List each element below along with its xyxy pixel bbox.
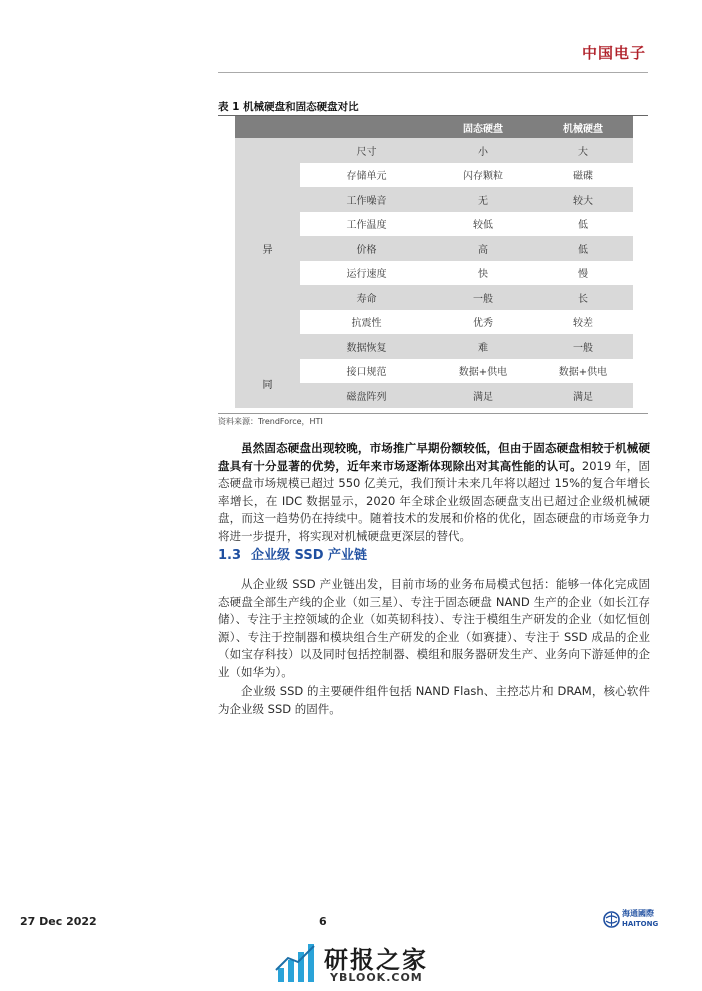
table-cell-ssd: 较低 — [433, 212, 533, 237]
group-label-diff: 异 — [235, 138, 300, 359]
table-cell-hdd: 较大 — [533, 187, 633, 212]
table-cell-hdd: 较差 — [533, 310, 633, 335]
table-cell-ssd: 快 — [433, 261, 533, 286]
footer-date: 27 Dec 2022 — [20, 915, 97, 928]
table-cell-feature: 磁盘阵列 — [300, 383, 433, 408]
table-cell-feature: 运行速度 — [300, 261, 433, 286]
table-cell-ssd: 无 — [433, 187, 533, 212]
table-cell-ssd: 优秀 — [433, 310, 533, 335]
footer-page-number: 6 — [319, 915, 327, 928]
table-cell-ssd: 一般 — [433, 285, 533, 310]
table-cell-hdd: 大 — [533, 138, 633, 163]
table-cell-hdd: 长 — [533, 285, 633, 310]
paragraph-components-text: 企业级 SSD 的主要硬件组件包括 NAND Flash、主控芯片和 DRAM，核心软件为企业级 SSD 的固件。 — [218, 684, 650, 716]
table-header-corner — [235, 116, 300, 138]
table-cell-feature: 抗震性 — [300, 310, 433, 335]
table-cell-feature: 接口规范 — [300, 359, 433, 384]
haitong-logo-en: HAITONG — [622, 920, 659, 928]
table-header-hdd: 机械硬盘 — [533, 116, 633, 138]
paragraph-industry-chain — [218, 576, 650, 681]
table-cell-ssd: 小 — [433, 138, 533, 163]
paragraph-market-adoption — [218, 440, 650, 545]
table-header-feature — [300, 116, 433, 138]
paragraph-body: 2019 年，固态硬盘市场规模已超过 550 亿美元，我们预计未来几年将以超过 15%的复合年增长率增长，在 IDC 数据显示，2020 年全球企业级固态硬盘支出已超过企业级机械硬盘，而这一趋势仍在持续中。随着技术的发展和价格的优化，固态硬盘的市场竞争力将进一步提升，将实现对机械硬盘更深层的替代。 — [218, 458, 651, 543]
table-cell-hdd: 数据+供电 — [533, 359, 633, 384]
table-header-ssd: 固态硬盘 — [433, 116, 533, 138]
table-cell-feature: 价格 — [300, 236, 433, 261]
watermark-cn: 研报之家 — [324, 946, 428, 974]
source-rule — [218, 413, 648, 414]
haitong-logo-cn: 海通國際 — [622, 909, 654, 918]
paragraph-industry-chain-text: 从企业级 SSD 产业链出发，目前市场的业务布局模式包括：能够一体化完成固态硬盘全部生产线的企业（如三星）、专注于固态硬盘 NAND 生产的企业（如长江存储）、专注于主控领域的企业（如英韧科技）、专注于模组生产研发的企业（如忆恒创源）、专注于控制器和模块组合生产研发的企业（如赛捷）、专注于 SSD 成品的企业（如宝存科技）以及同时包括控制器、模组和服务器研发生产、业务向下游延伸的企业（如华为）。 — [218, 577, 650, 679]
group-label-same: 同 — [235, 359, 300, 408]
table-cell-hdd: 满足 — [533, 383, 633, 408]
table-cell-ssd: 数据+供电 — [433, 359, 533, 384]
table-cell-hdd: 一般 — [533, 334, 633, 359]
watermark — [272, 938, 462, 990]
paragraph-bold-lead: 虽然固态硬盘出现较晚，市场推广早期份额较低，但由于固态硬盘相较于机械硬盘具有十分显著的优势，近年来市场逐渐体现除出对其高性能的认可。 — [218, 441, 650, 473]
table-cell-ssd: 难 — [433, 334, 533, 359]
table-row — [235, 138, 633, 163]
header-brand: 中国电子 — [581, 44, 646, 62]
haitong-logo — [603, 908, 663, 934]
table-cell-feature: 存储单元 — [300, 163, 433, 188]
table-cell-hdd: 磁碟 — [533, 163, 633, 188]
table-cell-feature: 寿命 — [300, 285, 433, 310]
table-header-row — [235, 116, 633, 138]
table-cell-hdd: 低 — [533, 236, 633, 261]
watermark-chart-icon — [274, 940, 320, 986]
table-cell-hdd: 低 — [533, 212, 633, 237]
table-cell-hdd: 慢 — [533, 261, 633, 286]
header-rule — [218, 72, 648, 73]
table-cell-ssd: 闪存颗粒 — [433, 163, 533, 188]
section-title: 企业级 SSD 产业链 — [251, 548, 368, 563]
table-caption: 表 1 机械硬盘和固态硬盘对比 — [218, 101, 359, 113]
haitong-globe-icon — [603, 911, 620, 928]
table-cell-feature: 工作温度 — [300, 212, 433, 237]
table-cell-feature: 数据恢复 — [300, 334, 433, 359]
watermark-en: YBLOOK.COM — [330, 971, 423, 984]
section-number: 1.3 — [218, 548, 242, 563]
table-row — [235, 359, 633, 384]
table-cell-feature: 工作噪音 — [300, 187, 433, 212]
table-cell-feature: 尺寸 — [300, 138, 433, 163]
section-heading — [218, 544, 367, 563]
table-cell-ssd: 满足 — [433, 383, 533, 408]
paragraph-components — [218, 683, 650, 718]
table-cell-ssd: 高 — [433, 236, 533, 261]
comparison-table — [235, 116, 633, 408]
table-source-note: 资料来源：TrendForce，HTI — [218, 417, 323, 426]
